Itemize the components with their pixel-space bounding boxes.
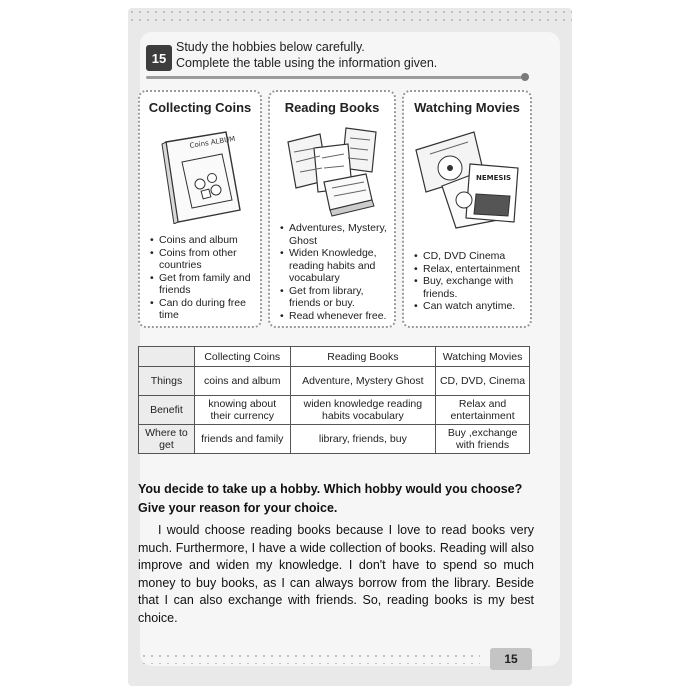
list-item: • Adventures, Mystery, Ghost: [280, 222, 388, 247]
table-row: [139, 396, 530, 425]
card-collecting-coins: [138, 90, 262, 328]
card-bullets: [150, 234, 254, 322]
list-item: • Read whenever free.: [280, 310, 388, 323]
list-item: • CD, DVD Cinema: [414, 250, 524, 263]
list-item: • Coins from other countries: [150, 247, 254, 272]
table-cell: friends and family: [194, 425, 290, 454]
card-bullets: [280, 222, 388, 322]
instruction-line-1: Study the hobbies below carefully.: [176, 40, 365, 54]
list-item: • Buy, exchange with friends.: [414, 275, 524, 300]
list-item: • Coins and album: [150, 234, 254, 247]
list-item: • Can watch anytime.: [414, 300, 524, 313]
table-header-cell: Watching Movies: [436, 347, 530, 367]
table-row: [139, 425, 530, 454]
coin-album-icon: [160, 128, 244, 224]
page-dots-top: [128, 8, 572, 26]
table-cell: coins and album: [194, 367, 290, 396]
card-title: Reading Books: [284, 100, 380, 115]
table-cell: widen knowledge reading habits vocabulary: [290, 396, 435, 425]
album-label: Coins ALBUM: [189, 134, 236, 150]
list-item: • Get from family and friends: [150, 272, 254, 297]
table-cell: CD, DVD, Cinema: [436, 367, 530, 396]
row-label: Benefit: [139, 396, 195, 425]
row-label: Where to get: [139, 425, 195, 454]
table-cell: Relax and entertainment: [436, 396, 530, 425]
table-cell: library, friends, buy: [290, 425, 435, 454]
table-row: [139, 367, 530, 396]
table-cell: knowing about their currency: [194, 396, 290, 425]
table-cell: Adventure, Mystery Ghost: [290, 367, 435, 396]
card-bullets: [414, 250, 524, 313]
card-title: Collecting Coins: [148, 100, 252, 115]
question-text: You decide to take up a hobby. Which hobby would you choose? Give your reason for your choice.: [138, 482, 523, 515]
instruction-line-2: Complete the table using the information given.: [176, 56, 438, 70]
list-item: • Get from library, friends or buy.: [280, 285, 388, 310]
table-header-cell: [139, 347, 195, 367]
table-header-cell: Collecting Coins: [194, 347, 290, 367]
header-rule: [146, 76, 522, 79]
table-cell: Buy ,exchange with friends: [436, 425, 530, 454]
books-icon: [284, 122, 384, 218]
exercise-instructions: [176, 39, 437, 71]
card-title: Watching Movies: [414, 100, 520, 115]
movie-dvd-icon: [414, 124, 524, 230]
hobby-summary-table: [138, 346, 530, 454]
card-reading-books: [268, 90, 396, 328]
page-number: 15: [490, 648, 532, 670]
exercise-number-badge: 15: [146, 45, 172, 71]
card-watching-movies: [402, 90, 532, 328]
header-rule-dot: [521, 73, 529, 81]
list-item: • Relax, entertainment: [414, 263, 524, 276]
list-item: • Can do during free time: [150, 297, 254, 322]
page-dots-bottom: [140, 652, 480, 664]
table-header-cell: Reading Books: [290, 347, 435, 367]
answer-paragraph: I would choose reading books because I love to read books very much. Furthermore, I have a wide collection of books. Reading will also improve and widen my knowledge. I don't have to spend so much money to buy books, as I can always borrow from the library. Beside that I can also exchange with friends. So, reading books is my best choice.: [138, 523, 534, 625]
row-label: Things: [139, 367, 195, 396]
dvd-title-label: NEMESIS: [476, 174, 512, 182]
table-header-row: [139, 347, 530, 367]
list-item: • Widen Knowledge, reading habits and vocabulary: [280, 247, 388, 285]
